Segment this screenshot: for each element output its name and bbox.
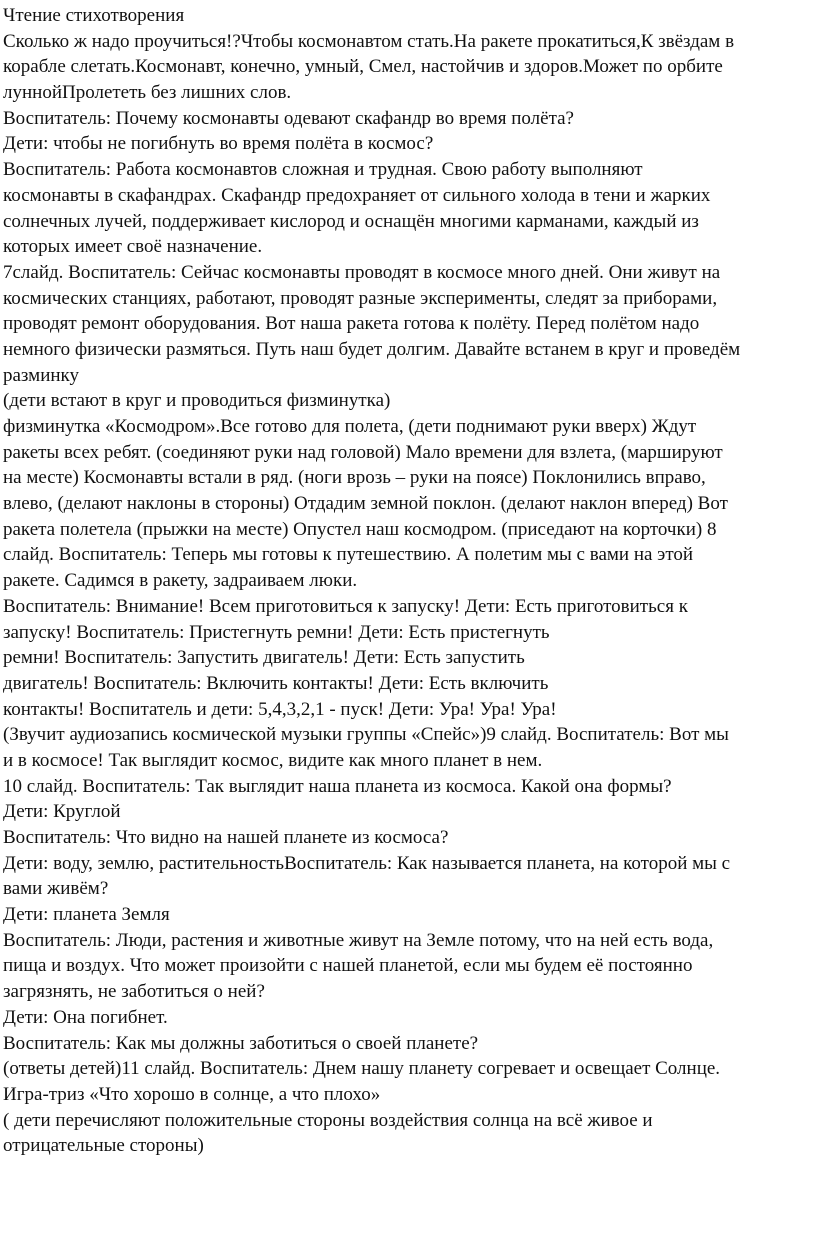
document-title: Чтение стихотворения [3, 5, 185, 26]
text-line: солнечных лучей, поддерживает кислород и оснащён многими карманами, каждый из [3, 210, 699, 232]
text-line: загрязнять, не заботиться о ней? [3, 981, 265, 1003]
text-line: (ответы детей)11 слайд. Воспитатель: Днем нашу планету согревает и освещает Солнце. [3, 1058, 721, 1080]
text-line: Дети: чтобы не погибнуть во время полёта в космос? [3, 133, 434, 155]
text-line: пища и воздух. Что может произойти с нашей планетой, если мы будем её постоянно [3, 955, 693, 977]
text-line: корабле слетать.Космонавт, конечно, умный, Смел, настойчив и здоров.Может по орбите [3, 56, 723, 78]
text-line: ремни! Воспитатель: Запустить двигатель! Дети: Есть запустить [3, 647, 525, 669]
text-line: Дети: Круглой [3, 801, 121, 823]
text-line: (Звучит аудиозапись космической музыки группы «Спейс»)9 слайд. Воспитатель: Вот мы [3, 724, 729, 746]
text-line: космонавты в скафандрах. Скафандр предохраняет от сильного холода в тени и жарких [3, 184, 711, 206]
text-line: отрицательные стороны) [3, 1135, 204, 1157]
text-line: ( дети перечисляют положительные стороны воздействия солнца на всё живое и [3, 1109, 653, 1131]
text-line: Воспитатель: Внимание! Всем приготовиться к запуску! Дети: Есть приготовиться к [3, 595, 688, 617]
text-line: которых имеет своё назначение. [3, 236, 263, 258]
text-line: Дети: планета Земля [3, 904, 170, 926]
text-line: проводят ремонт оборудования. Вот наша ракета готова к полёту. Перед полётом надо [3, 313, 700, 335]
text-line: ракете. Садимся в ракету, задраиваем люки. [3, 570, 358, 592]
text-line: Воспитатель: Что видно на нашей планете из космоса? [3, 827, 449, 848]
text-line: космических станциях, работают, проводят разные эксперименты, следят за приборами, [3, 287, 718, 309]
text-line: 7слайд. Воспитатель: Сейчас космонавты проводят в космосе много дней. Они живут на [3, 261, 721, 283]
text-line: Дети: Она погибнет. [3, 1006, 168, 1028]
text-line: Воспитатель: Почему космонавты одевают скафандр во время полёта? [3, 107, 574, 129]
text-line: физминутка «Космодром».Все готово для полета, (дети поднимают руки вверх) Ждут [3, 416, 697, 437]
text-line: Дети: воду, землю, растительностьВоспитатель: Как называется планета, на которой мы с [3, 852, 731, 874]
document-text [3, 3, 812, 1159]
text-line: Воспитатель: Работа космонавтов сложная и трудная. Свою работу выполняют [3, 159, 643, 181]
text-line: Воспитатель: Люди, растения и животные живут на Земле потому, что на ней есть вода, [3, 929, 714, 951]
text-line: Игра-триз «Что хорошо в солнце, а что плохо» [3, 1083, 381, 1105]
text-line: и в космосе! Так выглядит космос, видите как много планет в нем. [3, 749, 543, 771]
text-line: 10 слайд. Воспитатель: Так выглядит наша планета из космоса. Какой она формы? [3, 775, 672, 797]
text-line: влево, (делают наклоны в стороны) Отдадим земной поклон. (делают наклон вперед) Вот [3, 493, 728, 515]
text-line: (дети встают в круг и проводиться физминутка) [3, 390, 391, 412]
text-line: вами живём? [3, 878, 109, 900]
text-line: слайд. Воспитатель: Теперь мы готовы к путешествию. А полетим мы с вами на этой [3, 544, 694, 566]
text-line: ракета полетела (прыжки на месте) Опустел наш космодром. (приседают на корточки) 8 [3, 518, 717, 540]
text-line: Сколько ж надо проучиться!?Чтобы космонавтом стать.На ракете прокатиться,К звёздам в [3, 30, 735, 52]
text-line: луннойПролететь без лишних слов. [3, 82, 292, 104]
text-line: запуску! Воспитатель: Пристегнуть ремни! Дети: Есть пристегнуть [3, 621, 550, 643]
text-line: ракеты всех ребят. (соединяют руки над головой) Мало времени для взлета, (маршируют [3, 441, 723, 463]
text-line: немного физически размяться. Путь наш будет долгим. Давайте встанем в круг и проведём [3, 338, 741, 360]
text-line: разминку [3, 364, 79, 386]
text-line: Воспитатель: Как мы должны заботиться о своей планете? [3, 1032, 479, 1054]
text-line: двигатель! Воспитатель: Включить контакты! Дети: Есть включить [3, 672, 549, 694]
text-line: на месте) Космонавты встали в ряд. (ноги врозь – руки на поясе) Поклонились вправо, [3, 467, 706, 489]
text-line: контакты! Воспитатель и дети: 5,4,3,2,1 - пуск! Дети: Ура! Ура! Ура! [3, 698, 557, 720]
